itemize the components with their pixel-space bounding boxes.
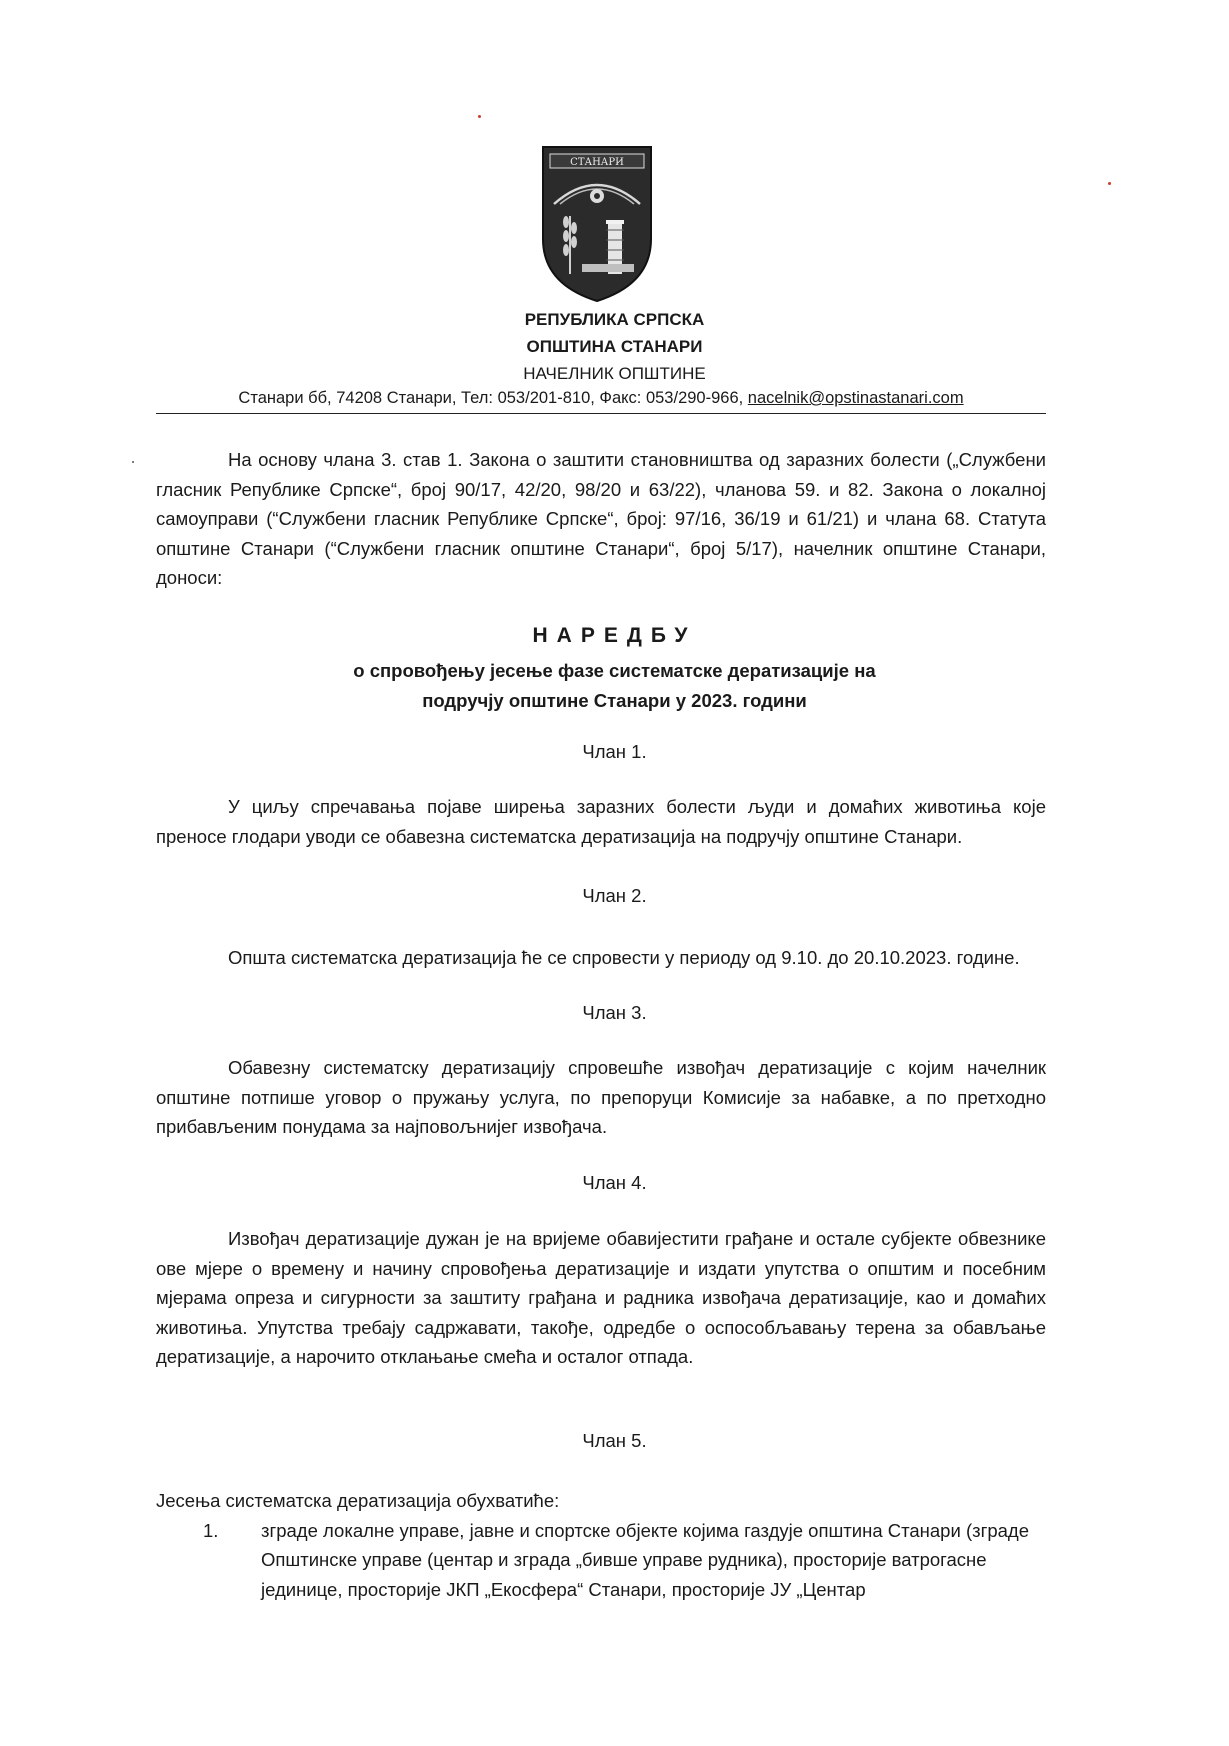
document-title: НАРЕДБУ <box>532 624 697 647</box>
list-item-number: 1. <box>203 1519 219 1541</box>
article-5-heading: Члан 5. <box>582 1430 647 1451</box>
municipality-coat-of-arms-icon <box>540 144 654 304</box>
header-republic: РЕПУБЛИКА СРПСКА <box>524 310 705 329</box>
article-3-text: Обавезну систематску дератизацију спровешће извођач дератизације с којим начелник општине потпише уговор о пружању услуга, по препоруци Комисије за набавке, а по претходно прибављеним понудама за најповољнијег извођача. <box>156 1057 1046 1137</box>
article-2-text: Општа систематска дератизација ће се спровести у периоду од 9.10. до 20.10.2023. године. <box>228 947 1020 968</box>
article-5-body <box>156 1486 1046 1604</box>
article-3-heading: Члан 3. <box>582 1002 647 1023</box>
article-2-heading: Члан 2. <box>582 885 647 906</box>
header-divider <box>156 413 1046 414</box>
article-4-text: Извођач дератизације дужан је на вријеме обавијестити грађане и остале субјекте обвезнике ове мјере о времену и начину спровођења дератизације и издати упутства о општим и посебним мјерама опреза и сигурности за заштиту грађана и радника извођача дератизације, као и домаћих животиња. Упутства требају садржавати, такође, одредбе о оспособљавању терена за обављање дератизације, а нарочито отклањање смећа и осталог отпада. <box>156 1228 1046 1367</box>
document-subtitle-line-1: о спровођењу јесење фазе систематске дератизације на <box>353 660 876 681</box>
article-1-text: У циљу спречавања појаве ширења заразних болести људи и домаћих животиња које преносе глодари уводи се обавезна систематска дератизација на подручју општине Станари. <box>156 796 1046 847</box>
article-5-intro: Јесења систематска дератизација обухватиће: <box>156 1490 560 1511</box>
list-item-text: зграде локалне управе, јавне и спортске објекте којима газдује општина Станари (зграде Општинске управе (центар и зграда „бивше управе рудника), просторије ватрогасне јединице, просторије ЈКП „Екосфера“ Станари, просторије ЈУ „Центар <box>261 1519 1029 1600</box>
header-contact <box>156 389 1046 408</box>
scan-speck <box>132 461 134 463</box>
header-municipality: ОПШТИНА СТАНАРИ <box>526 337 703 356</box>
article-2-body <box>156 943 1046 973</box>
scan-speck <box>478 115 481 118</box>
preamble-text: На основу члана 3. став 1. Закона о заштити становништва од заразних болести („Службени гласник Републике Српске“, број 90/17, 42/20, 98/20 и 63/22), чланова 59. и 82. Закона о локалној самоуправи (“Службени гласник Републике Српске“, број: 97/16, 36/19 и 61/21) и члана 68. Статута општине Станари (“Службени гласник општине Станари“, број 5/17), начелник општине Станари, доноси: <box>156 449 1046 588</box>
document-subtitle-line-2: подручју општине Станари у 2023. години <box>422 690 807 711</box>
scan-speck <box>1108 182 1111 185</box>
emblem-label: СТАНАРИ <box>570 157 624 168</box>
article-1-body <box>156 792 1046 851</box>
list-item <box>156 1516 1046 1605</box>
email-link[interactable]: nacelnik@opstinastanari.com <box>747 389 964 407</box>
header-office: НАЧЕЛНИК ОПШТИНЕ <box>523 364 706 383</box>
contact-details: Станари бб, 74208 Станари, Тел: 053/201-810, Факс: 053/290-966, <box>238 389 748 407</box>
article-3-body <box>156 1053 1046 1142</box>
article-4-heading: Члан 4. <box>582 1172 647 1193</box>
article-4-body <box>156 1224 1046 1372</box>
preamble <box>156 445 1046 593</box>
article-1-heading: Члан 1. <box>582 741 647 762</box>
